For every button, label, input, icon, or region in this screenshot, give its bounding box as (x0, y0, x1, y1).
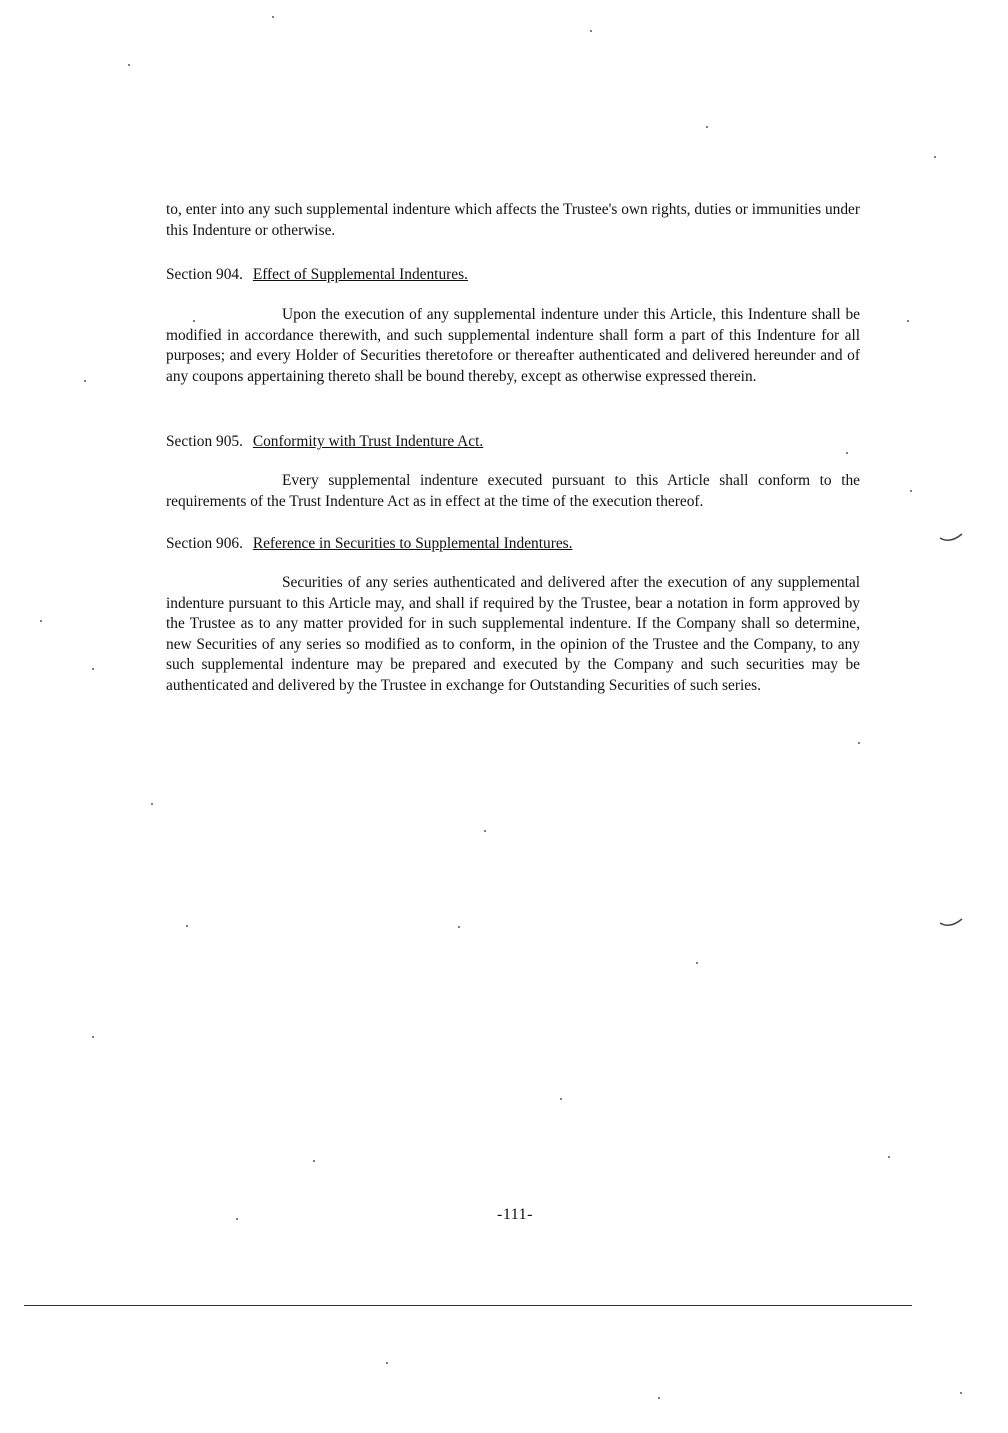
carryover-paragraph: to, enter into any such supplemental indenture which affects the Trustee's own rights, duties or immunities under this Indenture or otherwise. (166, 201, 860, 239)
scan-speck (658, 1397, 660, 1399)
scan-speck (888, 1156, 890, 1158)
section-904-body: Upon the execution of any supplemental indenture under this Article, this Indenture shall be modified in accordance therewith, and such supplemental indenture shall form a part of this Indenture for all purposes; and every Holder of Securities theretofore or thereafter authenticated and delivered hereunder and of any coupons appertaining thereto shall be bound thereby, except as otherwise expressed therein. (166, 306, 860, 385)
scan-speck (151, 803, 153, 805)
scan-speck (484, 830, 486, 832)
scan-speck (92, 1036, 94, 1038)
section-904-title: Effect of Supplemental Indentures. (252, 266, 468, 283)
scan-speck (858, 742, 860, 744)
page-number: -111- (497, 1206, 533, 1223)
section-904-heading (166, 265, 468, 285)
scan-speck (910, 490, 912, 492)
section-906-title: Reference in Securities to Supplemental Indentures. (252, 535, 573, 552)
footer-rule (24, 1305, 912, 1306)
scan-speck (193, 320, 195, 322)
section-906-number: Section 906. (166, 535, 243, 552)
scan-mark (938, 915, 964, 929)
section-905-title: Conformity with Trust Indenture Act. (252, 433, 484, 450)
scan-mark (938, 530, 964, 544)
scan-speck (560, 1098, 562, 1100)
scan-speck (236, 1218, 238, 1220)
scan-speck (386, 1362, 388, 1364)
scan-speck (846, 452, 848, 454)
scan-speck (934, 156, 936, 158)
scan-speck (696, 962, 698, 964)
scan-speck (458, 926, 460, 928)
scan-speck (706, 126, 708, 128)
scan-speck (313, 1160, 315, 1162)
section-904-number: Section 904. (166, 266, 243, 283)
section-905-heading (166, 432, 483, 452)
section-905-number: Section 905. (166, 433, 243, 450)
section-905-body: Every supplemental indenture executed pursuant to this Article shall conform to the requirements of the Trust Indenture Act as in effect at the time of the execution thereof. (166, 472, 860, 510)
scan-speck (84, 380, 86, 382)
scan-speck (92, 668, 94, 670)
scan-speck (128, 64, 130, 66)
section-906-heading (166, 534, 573, 554)
section-906-body: Securities of any series authenticated and delivered after the execution of any supplemental indenture pursuant to this Article may, and shall if required by the Trustee, bear a notation in form approved by the Trustee as to any matter provided for in such supplemental indenture. If the Company shall so determine, new Securities of any series so modified as to conform, in the opinion of the Trustee and the Company, to any such supplemental indenture may be prepared and executed by the Company and such securities may be authenticated and delivered by the Trustee in exchange for Outstanding Securities of such series. (166, 574, 860, 694)
scan-speck (907, 320, 909, 322)
scan-speck (40, 620, 42, 622)
scan-speck (272, 16, 274, 18)
scan-speck (960, 1392, 962, 1394)
scan-speck (186, 925, 188, 927)
scan-speck (590, 30, 592, 32)
